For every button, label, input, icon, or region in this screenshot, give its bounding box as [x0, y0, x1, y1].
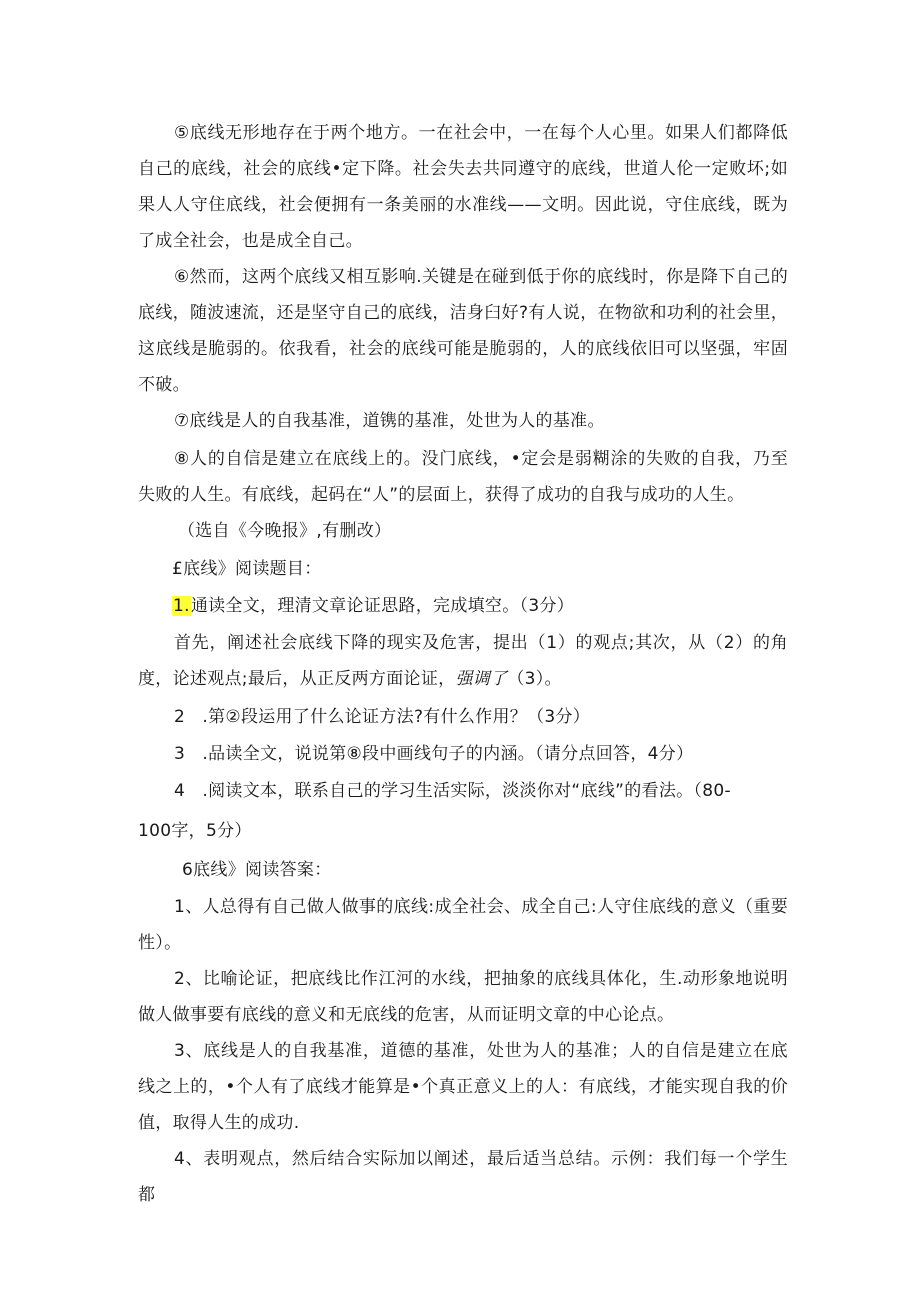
question-2: 2 .第②段运用了什么论证方法?有什么作用？（3分） — [174, 707, 591, 727]
question-1 — [172, 588, 574, 624]
questions-heading: £底线》阅读题目： — [172, 559, 322, 579]
answer-1: 1、人总得有自己做人做事的底线:成全社会、成全自己:人守住底线的意义（重要性）。 — [138, 897, 788, 953]
question-1-body-italic: 强调了 — [455, 669, 508, 689]
question-1-number: 1. — [173, 596, 190, 616]
paragraph-8: ⑧人的自信是建立在底线上的。没门底线，•定会是弱糊涂的失败的自我，乃至失败的人生。有底线，起码在“人”的层面上，获得了成功的自我与成功的人生。 — [138, 449, 788, 505]
question-3: 3 .品读全文，说说第⑧段中画线句子的内涵。（请分点回答，4分） — [174, 744, 694, 764]
answer-2: 2、比喻论证，把底线比作江河的水线，把抽象的底线具体化，生.动形象地说明做人做事要有底线的意义和无底线的危害，从而证明文章的中心论点。 — [138, 969, 788, 1025]
question-4-line-1: 4 .阅读文本，联系自己的学习生活实际，淡淡你对“底线”的看法。（80- — [174, 781, 731, 801]
question-1-body-end: （3）。 — [507, 669, 562, 689]
paragraph-5: ⑤底线无形地存在于两个地方。一在社会中，一在每个人心里。如果人们都降低自己的底线，社会的底线•定下降。社会失去共同遵守的底线，世道人伦一定败坏;如果人人守住底线，社会便拥有一条美丽的水准线——文明。因此说，守住底线，既为了成全社会，也是成全自己。 — [138, 123, 788, 251]
question-1-body-text: 首先，阐述社会底线下降的现实及危害，提出（1）的观点;其次，从（2）的角度，论述观点;最后，从正反两方面论证， — [138, 633, 788, 689]
answers-heading: 6底线》阅读答案： — [182, 860, 332, 880]
paragraph-6: ⑥然而，这两个底线又相互影响.关键是在碰到低于你的底线时，你是降下自己的底线，随波速流，还是坚守自己的底线，洁身臼好?有人说，在物欲和功利的社会里，这底线是脆弱的。依我看，社会的底线可能是脆弱的，人的底线依旧可以坚强，牢固不破。 — [138, 267, 788, 395]
question-1-body — [138, 625, 788, 697]
answer-4: 4、表明观点，然后结合实际加以阐述，最后适当总结。示例：我们每一个学生都 — [138, 1149, 788, 1205]
paragraph-7: ⑦底线是人的自我基准，道镌的基准，处世为人的基准。 — [174, 411, 605, 431]
source-citation: （选自《今晚报》,有删改） — [178, 521, 392, 541]
question-1-text: 通读全文，理清文章论证思路，完成填空。（3分） — [190, 596, 575, 616]
question-4-line-2: 100字，5分） — [138, 821, 252, 841]
answer-3: 3、底线是人的自我基准，道德的基准，处世为人的基准；人的自信是建立在底线之上的，•个人有了底线才能算是•个真正意义上的人：有底线，才能实现自我的价值，取得人生的成功. — [138, 1041, 788, 1133]
